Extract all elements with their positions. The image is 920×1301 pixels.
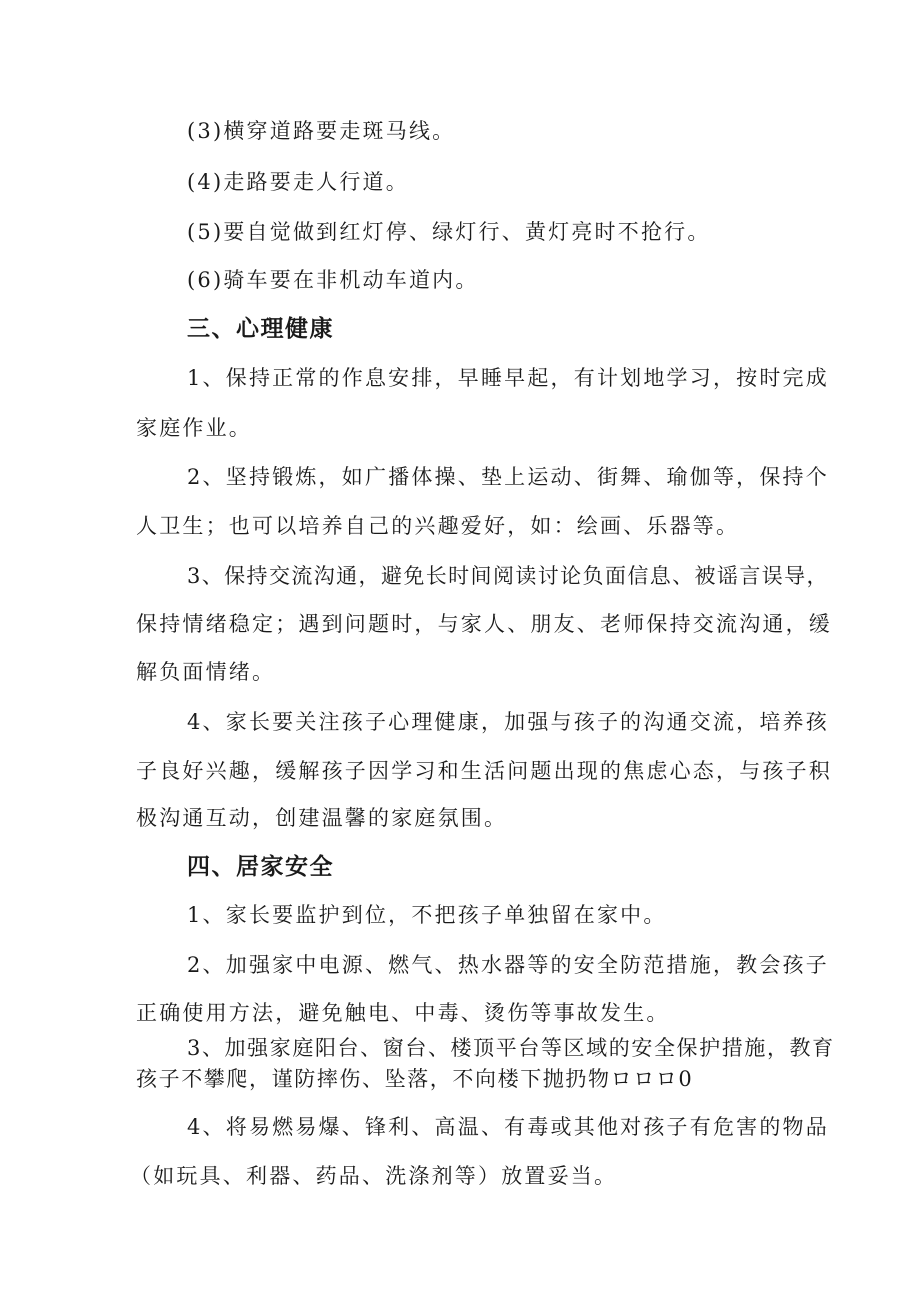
traffic-rule-5: (5)要自觉做到红灯停、绿灯行、黄灯亮时不抢行。 — [187, 220, 711, 244]
mental-health-item-2-line-1: 2、坚持锻炼，如广播体操、垫上运动、街舞、瑜伽等，保持个 — [187, 465, 829, 489]
traffic-rule-3: (3)横穿道路要走斑马线。 — [187, 119, 456, 143]
section-heading-mental-health: 三、心理健康 — [187, 316, 334, 342]
mental-health-item-4-line-1: 4、家长要关注孩子心理健康，加强与孩子的沟通交流，培养孩 — [187, 710, 829, 734]
home-safety-item-4-line-2: （如玩具、利器、药品、洗涤剂等）放置妥当。 — [130, 1164, 618, 1188]
mental-health-item-1-line-2: 家庭作业。 — [136, 416, 252, 440]
home-safety-item-1: 1、家长要监护到位，不把孩子单独留在家中。 — [187, 903, 667, 927]
mental-health-item-4-line-3: 极沟通互动，创建温馨的家庭氛围。 — [136, 806, 508, 830]
home-safety-item-2-line-1: 2、加强家中电源、燃气、热水器等的安全防范措施，教会孩子 — [187, 953, 829, 977]
mental-health-item-3-line-1: 3、保持交流沟通，避免长时间阅读讨论负面信息、被谣言误导， — [187, 564, 829, 588]
mental-health-item-1-line-1: 1、保持正常的作息安排，早睡早起，有计划地学习，按时完成 — [187, 366, 829, 390]
traffic-rule-6: (6)骑车要在非机动车道内。 — [187, 268, 479, 292]
mental-health-item-4-line-2: 子良好兴趣，缓解孩子因学习和生活问题出现的焦虑心态，与孩子积 — [136, 759, 832, 783]
section-heading-home-safety: 四、居家安全 — [187, 854, 334, 880]
home-safety-item-4-line-1: 4、将易燃易爆、锋利、高温、有毒或其他对孩子有危害的物品 — [187, 1115, 829, 1139]
mental-health-item-3-line-3: 解负面情绪。 — [136, 660, 276, 684]
mental-health-item-2-line-2: 人卫生；也可以培养自己的兴趣爱好，如：绘画、乐器等。 — [136, 514, 740, 538]
traffic-rule-4: (4)走路要走人行道。 — [187, 170, 409, 194]
home-safety-item-2-line-2: 正确使用方法，避免触电、中毒、烫伤等事故发生。 — [136, 1001, 670, 1025]
home-safety-item-3-line-1: 3、加强家庭阳台、窗台、楼顶平台等区域的安全保护措施，教育 — [187, 1036, 835, 1060]
mental-health-item-3-line-2: 保持情绪稳定；遇到问题时，与家人、朋友、老师保持交流沟通，缓 — [136, 612, 832, 636]
home-safety-item-3-line-2: 孩子不攀爬，谨防摔伤、坠落，不向楼下抛扔物ロロロ0 — [136, 1067, 694, 1091]
